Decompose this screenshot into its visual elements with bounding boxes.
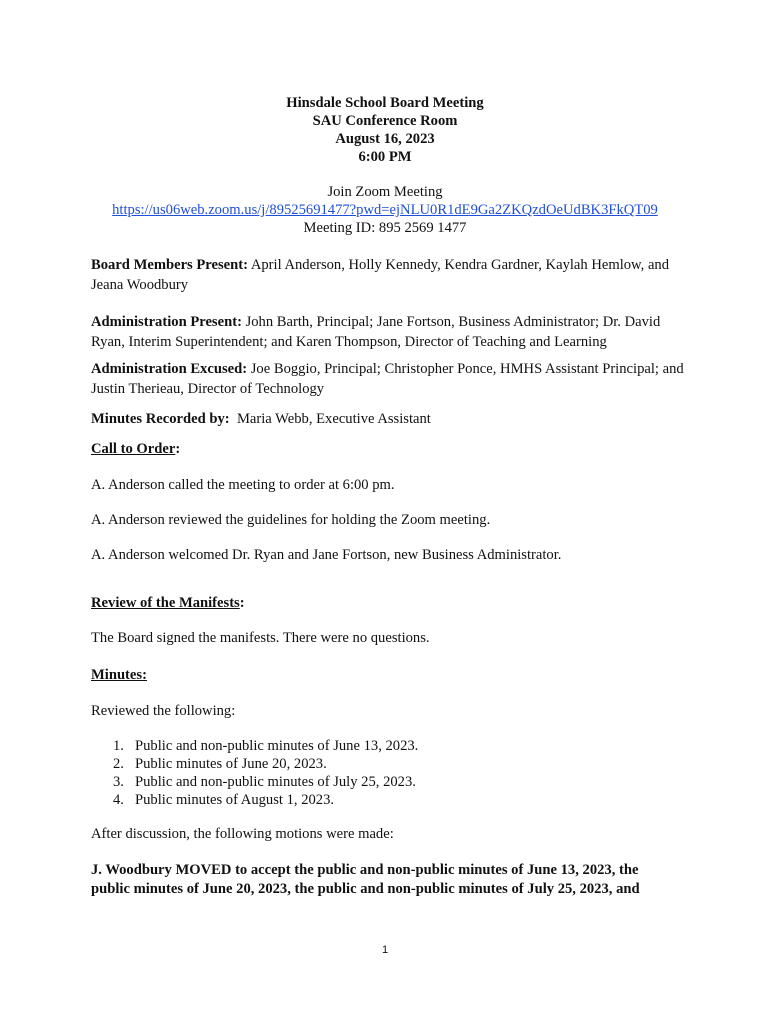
list-item	[113, 755, 673, 773]
list-item-number: 4.	[113, 792, 124, 808]
board-members-text: April Anderson, Holly Kennedy, Kendra Gardner, Kaylah Hemlow, and Jeana Woodbury	[91, 257, 670, 293]
zoom-meeting-id: Meeting ID: 895 2569 1477	[303, 220, 467, 236]
admin-present-text: John Barth, Principal; Jane Fortson, Business Administrator; Dr. David Ryan, Interim Superintendent; and Karen Thompson, Director of Teaching and Learning	[91, 314, 661, 350]
call-to-order-heading	[91, 440, 691, 460]
call-to-order-colon: :	[175, 441, 181, 457]
minutes-after-text: After discussion, the following motions were made:	[91, 826, 394, 842]
zoom-link[interactable]: https://us06web.zoom.us/j/89525691477?pwd=ejNLU0R1dE9Ga2ZKQzdOeUdBK3FkQT09	[112, 202, 658, 218]
manifests-heading	[91, 594, 691, 614]
recorded-by-text: Maria Webb, Executive Assistant	[229, 411, 431, 427]
admin-present-paragraph	[91, 313, 691, 352]
call-to-order-line-2: A. Anderson reviewed the guidelines for holding the Zoom meeting.	[91, 512, 491, 528]
meeting-location: SAU Conference Room	[312, 113, 458, 129]
manifests-text: The Board signed the manifests. There were no questions.	[91, 630, 430, 646]
zoom-join-label: Join Zoom Meeting	[327, 184, 443, 200]
call-to-order-line-1: A. Anderson called the meeting to order at 6:00 pm.	[91, 477, 395, 493]
list-item-number: 3.	[113, 774, 124, 790]
list-item-text: Public and non-public minutes of June 13, 2023.	[135, 738, 419, 754]
list-item	[113, 791, 673, 809]
recorded-by-paragraph	[91, 410, 691, 430]
list-item-number: 1.	[113, 738, 124, 754]
page-number: 1	[381, 944, 389, 956]
minutes-intro: Reviewed the following:	[91, 703, 236, 719]
manifests-title: Review of the Manifests	[91, 595, 240, 611]
call-to-order-line-3: A. Anderson welcomed Dr. Ryan and Jane Fortson, new Business Administrator.	[91, 547, 562, 563]
document-header	[0, 94, 770, 166]
admin-excused-label: Administration Excused:	[91, 361, 248, 377]
list-item-number: 2.	[113, 756, 124, 772]
admin-present-label: Administration Present:	[91, 314, 242, 330]
list-item	[113, 737, 673, 755]
admin-excused-paragraph	[91, 360, 691, 399]
minutes-heading	[91, 666, 691, 686]
admin-excused-text: Joe Boggio, Principal; Christopher Ponce, HMHS Assistant Principal; and Justin Therieau, Director of Technology	[91, 361, 684, 397]
meeting-date: August 16, 2023	[335, 131, 435, 147]
meeting-title: Hinsdale School Board Meeting	[286, 95, 484, 111]
minutes-list	[113, 737, 673, 809]
minutes-title: Minutes:	[91, 667, 147, 683]
list-item-text: Public minutes of June 20, 2023.	[135, 756, 327, 772]
list-item	[113, 773, 673, 791]
list-item-text: Public and non-public minutes of July 25, 2023.	[135, 774, 416, 790]
board-members-label: Board Members Present:	[91, 257, 248, 273]
zoom-info	[0, 183, 770, 237]
manifests-colon: :	[239, 595, 245, 611]
recorded-by-label: Minutes Recorded by:	[91, 411, 230, 427]
list-item-text: Public minutes of August 1, 2023.	[135, 792, 335, 808]
board-members-paragraph	[91, 256, 691, 295]
meeting-time: 6:00 PM	[358, 149, 412, 165]
motion-text: J. Woodbury MOVED to accept the public and non-public minutes of June 13, 2023, the public minutes of June 20, 2023, the public and non-public minutes of July 25, 2023, and	[91, 862, 640, 897]
call-to-order-title: Call to Order	[91, 441, 176, 457]
